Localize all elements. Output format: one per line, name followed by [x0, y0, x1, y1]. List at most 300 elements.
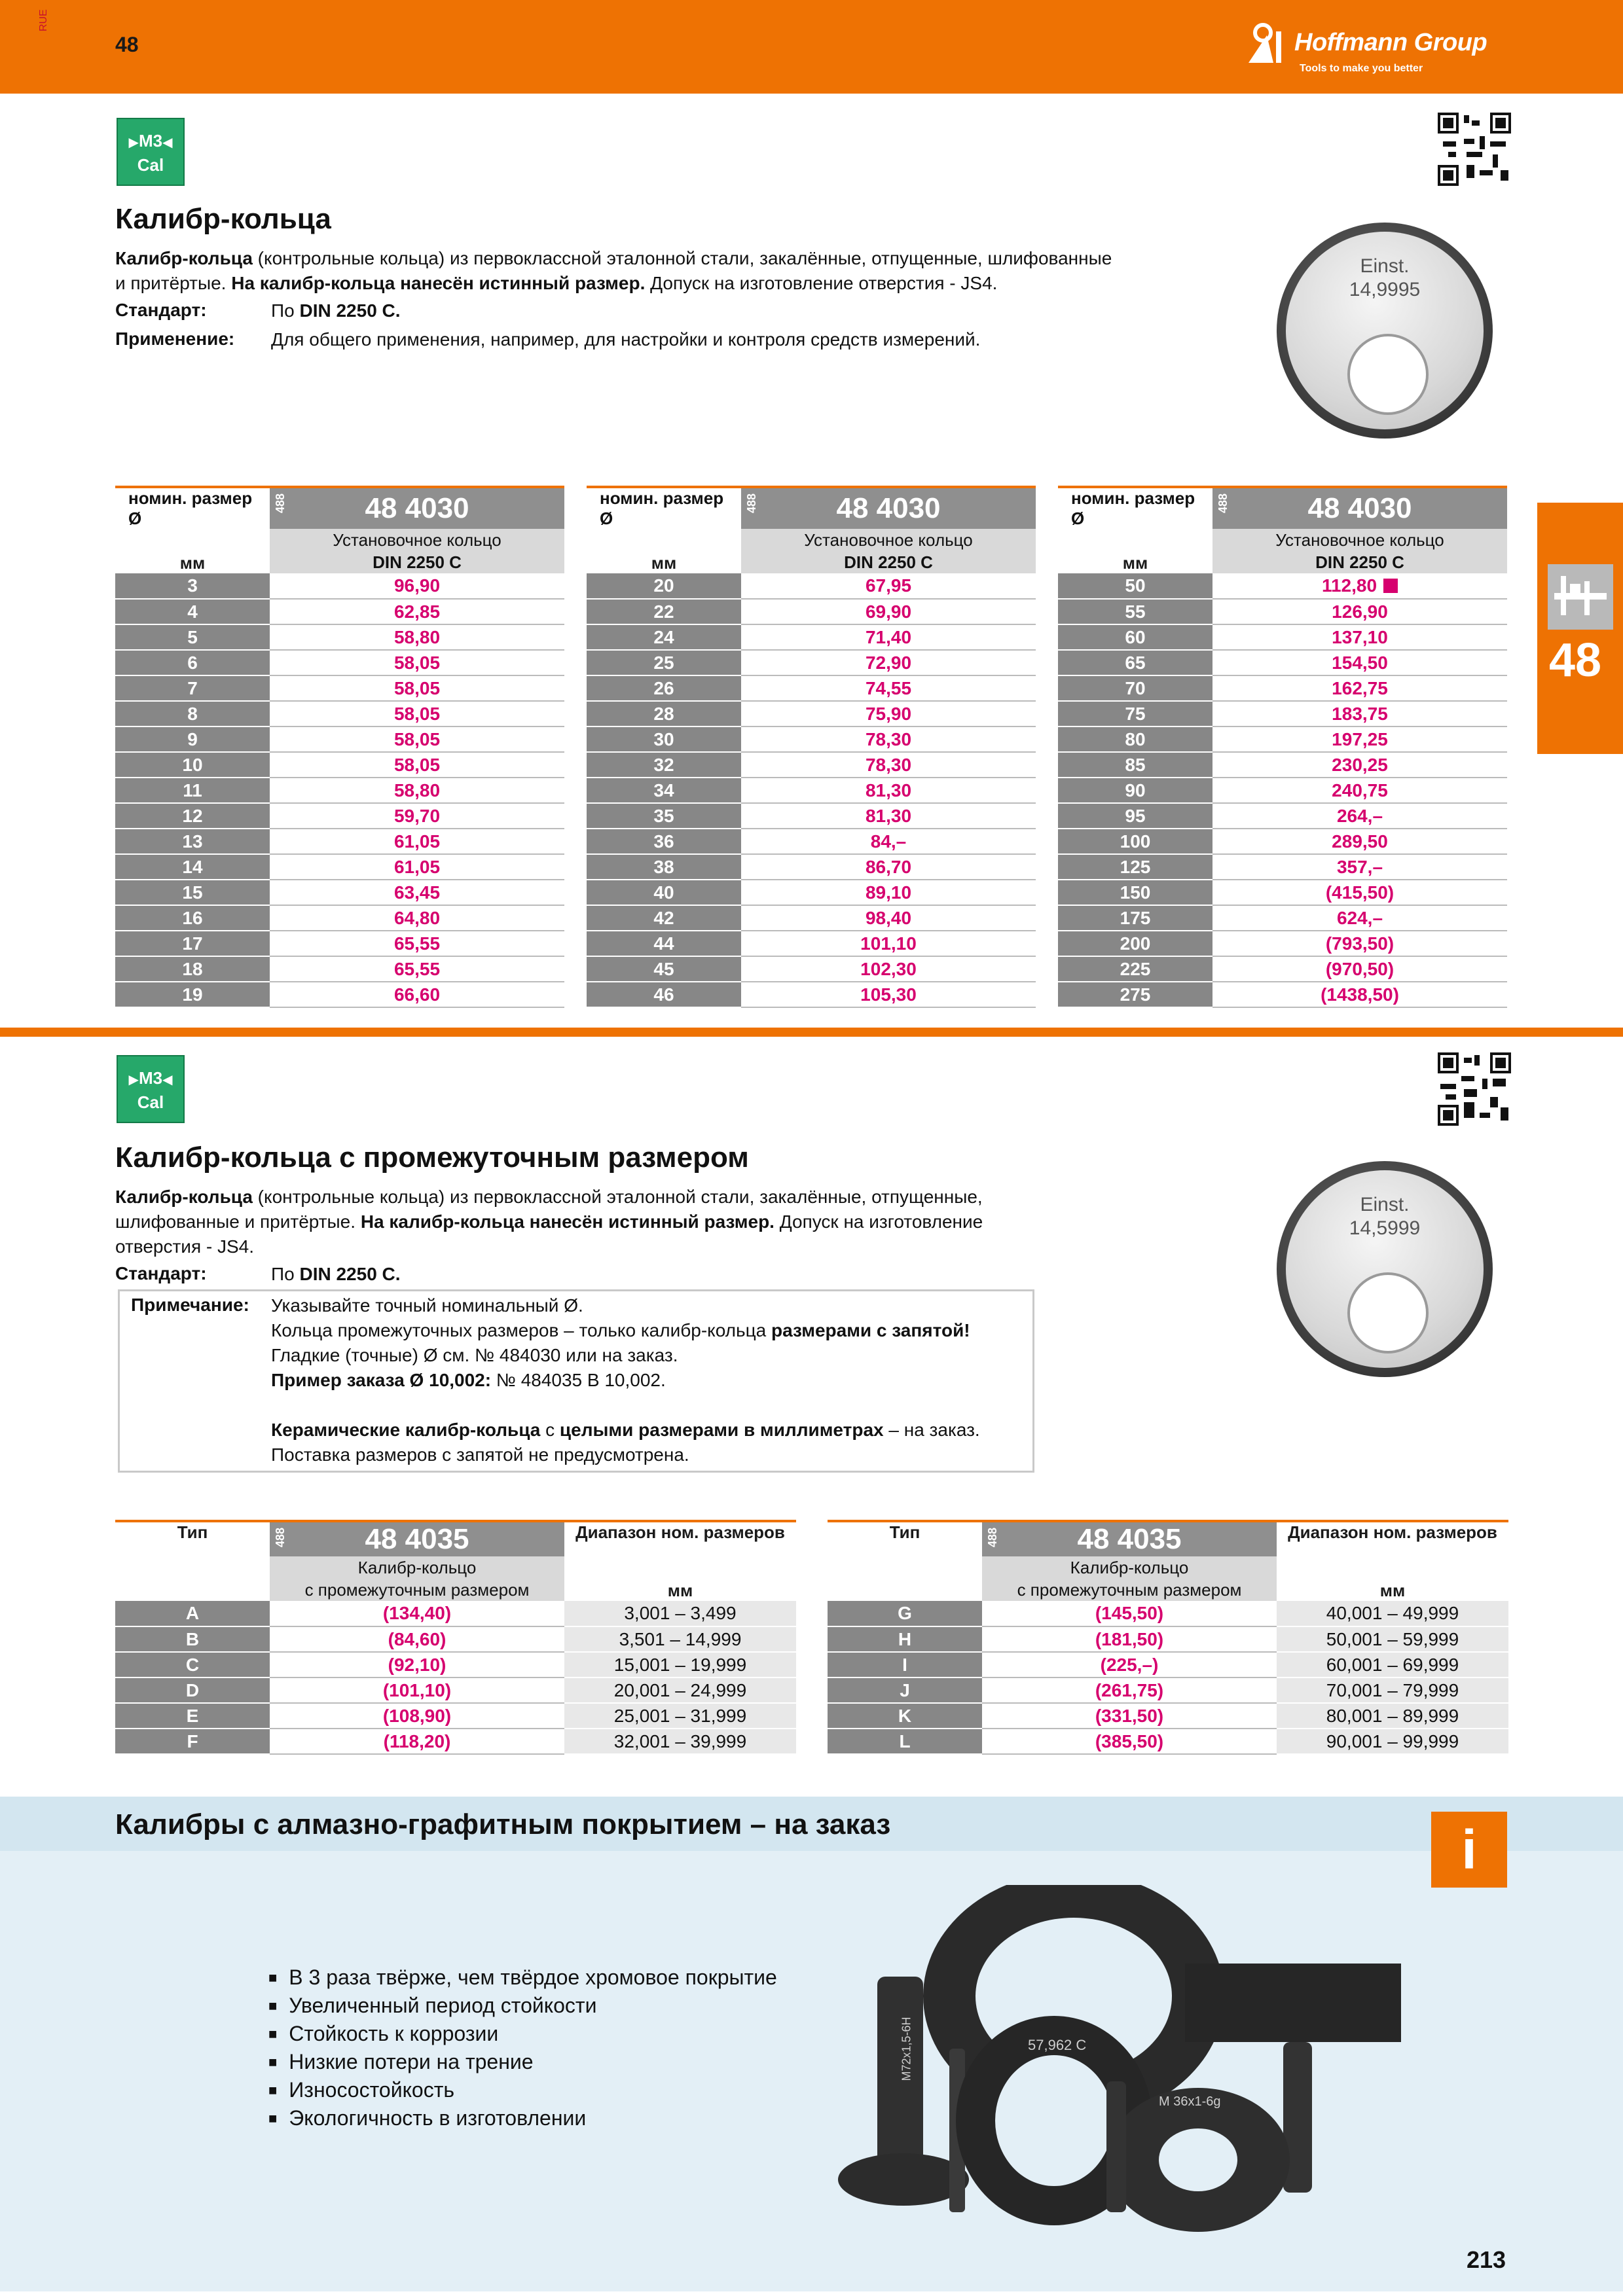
type-cell: B: [115, 1626, 270, 1652]
table-row: [587, 778, 1036, 803]
size-cell: 13: [115, 829, 270, 854]
size-cell: 60: [1058, 624, 1213, 650]
table-row: [1058, 982, 1507, 1007]
price-value: 67,95: [865, 575, 912, 596]
price-value: 58,80: [393, 626, 441, 647]
table-row: [587, 854, 1036, 880]
type-cell: E: [115, 1703, 270, 1729]
logo-mark-icon: [1247, 22, 1293, 64]
price-cell: [741, 829, 1036, 854]
size-cell: 225: [1058, 956, 1213, 982]
price-value: (970,50): [1325, 958, 1395, 979]
product-description: [982, 1556, 1277, 1601]
section3-title: Калибры с алмазно-графитным покрытием – на заказ: [115, 1808, 891, 1840]
price-value: (415,50): [1325, 882, 1395, 903]
table-row: [1058, 803, 1507, 829]
table-row: [115, 701, 564, 726]
price-cell: (101,10): [270, 1677, 564, 1703]
price-value: 71,40: [865, 626, 912, 647]
size-cell: 25: [587, 650, 741, 675]
range-cell: 3,501 – 14,999: [564, 1626, 796, 1652]
price-value: 66,60: [393, 984, 441, 1005]
qr-code-icon-2: [1438, 1052, 1511, 1126]
price-value: 137,10: [1332, 626, 1388, 647]
size-cell: 12: [115, 803, 270, 829]
price-value: 63,45: [393, 882, 441, 903]
price-cell: (84,60): [270, 1626, 564, 1652]
size-cell: 34: [587, 778, 741, 803]
size-cell: 275: [1058, 982, 1213, 1007]
type-cell: K: [828, 1703, 982, 1729]
table-row: [115, 1626, 796, 1652]
section1-description: Калибр-кольца (контрольные кольца) из первоклассной эталонной стали, закалённые, отпущенные, шлифованные и притёртые. На калибр-кольца нанесён истинный размер. Допуск на изготовление отверстия - JS4.: [115, 248, 1112, 293]
price-cell: [1213, 854, 1507, 880]
price-value: (1438,50): [1321, 984, 1399, 1005]
table-row: [115, 880, 564, 905]
table-row: [587, 829, 1036, 854]
photo-label: M 36x1-6g: [1159, 2094, 1221, 2109]
table-row: [1058, 880, 1507, 905]
price-cell: [270, 880, 564, 905]
price-cell: [741, 675, 1036, 701]
type-cell: J: [828, 1677, 982, 1703]
table-row: [115, 854, 564, 880]
new-item-marker-icon: [1383, 579, 1398, 593]
size-cell: 8: [115, 701, 270, 726]
price-cell: (134,40): [270, 1601, 564, 1626]
price-cell: [1213, 752, 1507, 778]
product-description-line1: Установочное кольцо: [1275, 530, 1444, 550]
size-cell: 175: [1058, 905, 1213, 931]
price-cell: [1213, 701, 1507, 726]
price-value: 59,70: [393, 805, 441, 826]
product-description-line2: DIN 2250 C: [844, 552, 933, 572]
price-cell: [1213, 650, 1507, 675]
size-cell: 90: [1058, 778, 1213, 803]
price-cell: [741, 752, 1036, 778]
range-cell: 60,001 – 69,999: [1277, 1652, 1508, 1677]
price-cell: (118,20): [270, 1729, 564, 1754]
section2-title: Калибр-кольца с промежуточным размером: [115, 1141, 749, 1174]
size-cell: 17: [115, 931, 270, 956]
price-value: 78,30: [865, 728, 912, 749]
size-cell: 65: [1058, 650, 1213, 675]
table-row: [587, 956, 1036, 982]
type-cell: D: [115, 1677, 270, 1703]
price-cell: [741, 701, 1036, 726]
size-cell: 95: [1058, 803, 1213, 829]
size-cell: 30: [587, 726, 741, 752]
price-value: 58,05: [393, 728, 441, 749]
unit-label: мм: [651, 553, 677, 573]
price-value: 72,90: [865, 652, 912, 673]
table-row: [828, 1626, 1508, 1652]
product-description-line1: Установочное кольцо: [804, 530, 973, 550]
size-cell: 18: [115, 956, 270, 982]
product-description: [270, 1556, 564, 1601]
catalog-code: RUE: [38, 9, 49, 31]
table-row: [1058, 854, 1507, 880]
table-row: [1058, 778, 1507, 803]
size-cell: 125: [1058, 854, 1213, 880]
size-cell: 32: [587, 752, 741, 778]
article-number: [982, 1522, 1277, 1556]
price-value: 624,–: [1336, 907, 1383, 928]
range-cell: 32,001 – 39,999: [564, 1729, 796, 1754]
standard-value-2: По DIN 2250 C.: [271, 1264, 401, 1284]
chapter-number: 48: [115, 33, 139, 56]
range-cell: 40,001 – 49,999: [1277, 1601, 1508, 1626]
table-row: [115, 1729, 796, 1754]
price-cell: [741, 624, 1036, 650]
table-row: [115, 675, 564, 701]
table-row: [587, 573, 1036, 599]
range-cell: 90,001 – 99,999: [1277, 1729, 1508, 1754]
section1-title: Калибр-кольца: [115, 203, 331, 235]
product-description-line2: с промежуточным размером: [1017, 1580, 1242, 1600]
table-row: [587, 905, 1036, 931]
type-cell: L: [828, 1729, 982, 1754]
product-description-line2: DIN 2250 C: [1315, 552, 1404, 572]
table-row: [1058, 650, 1507, 675]
size-column-header: номин. размер Ø: [1071, 488, 1195, 528]
caliper-icon: [1548, 564, 1613, 630]
unit-label: мм: [1379, 1581, 1406, 1600]
size-cell: 38: [587, 854, 741, 880]
size-cell: 19: [115, 982, 270, 1007]
table-row: [115, 1652, 796, 1677]
size-cell: 6: [115, 650, 270, 675]
table-row: [115, 956, 564, 982]
price-cell: (145,50): [982, 1601, 1277, 1626]
type-cell: F: [115, 1729, 270, 1754]
photo-label: M72x1,5-6H: [900, 2017, 913, 2081]
application-label: Применение:: [115, 329, 235, 349]
table-row: [115, 829, 564, 854]
table-row: [828, 1729, 1508, 1754]
size-cell: 11: [115, 778, 270, 803]
price-value: 61,05: [393, 856, 441, 877]
size-cell: 15: [115, 880, 270, 905]
table-row: [115, 573, 564, 599]
price-cell: [1213, 624, 1507, 650]
size-cell: 16: [115, 905, 270, 931]
price-cell: [1213, 931, 1507, 956]
price-cell: (225,–): [982, 1652, 1277, 1677]
size-cell: 20: [587, 573, 741, 599]
price-cell: (385,50): [982, 1729, 1277, 1754]
size-cell: 150: [1058, 880, 1213, 905]
size-cell: 26: [587, 675, 741, 701]
range-column-header: Диапазон ном. размеров: [575, 1522, 785, 1542]
note-label: Примечание:: [131, 1295, 249, 1315]
price-cell: [1213, 599, 1507, 624]
size-cell: 9: [115, 726, 270, 752]
table-row: [587, 880, 1036, 905]
price-value: 65,55: [393, 958, 441, 979]
size-cell: 10: [115, 752, 270, 778]
price-value: 62,85: [393, 601, 441, 622]
list-item: ■ Увеличенный период стойкости: [268, 1992, 777, 2020]
list-item: ■ Экологичность в изготовлении: [268, 2104, 777, 2132]
table-row: [828, 1652, 1508, 1677]
catalog-code-small: 488: [274, 1528, 287, 1548]
table-row: [1058, 675, 1507, 701]
table-row: [587, 675, 1036, 701]
price-table: [587, 488, 1036, 1008]
list-item: ■ Износостойкость: [268, 2076, 777, 2104]
price-cell: [741, 956, 1036, 982]
price-value: 58,05: [393, 754, 441, 775]
size-column-header: номин. размер Ø: [600, 488, 724, 528]
price-cell: (261,75): [982, 1677, 1277, 1703]
size-cell: 14: [115, 854, 270, 880]
article-number-text: 48 4030: [1307, 492, 1412, 524]
table-row: [587, 599, 1036, 624]
table-row: [1058, 752, 1507, 778]
section2-description: Калибр-кольца (контрольные кольца) из первоклассной эталонной стали, закалённые, отпущенные, шлифованные и притёртые. На калибр-кольца нанесён истинный размер. Допуск на изготовление отверстия - JS4.: [115, 1187, 983, 1257]
table-row: [1058, 701, 1507, 726]
product-description: [1213, 529, 1507, 573]
price-value: 58,05: [393, 652, 441, 673]
table-row: [115, 726, 564, 752]
table-row: [1058, 829, 1507, 854]
price-value: 230,25: [1332, 754, 1388, 775]
feature-list: [268, 1964, 777, 2132]
list-item: ■ В 3 раза твёрже, чем твёрдое хромовое покрытие: [268, 1964, 777, 1992]
price-cell: [270, 829, 564, 854]
size-cell: 40: [587, 880, 741, 905]
size-cell: 45: [587, 956, 741, 982]
price-value: 58,80: [393, 780, 441, 800]
price-value: 78,30: [865, 754, 912, 775]
price-cell: [270, 854, 564, 880]
table-row: [1058, 931, 1507, 956]
size-cell: 35: [587, 803, 741, 829]
price-value: 84,–: [870, 831, 907, 852]
price-cell: [741, 650, 1036, 675]
table-row: [115, 624, 564, 650]
price-cell: (331,50): [982, 1703, 1277, 1729]
range-column-header: Диапазон ном. размеров: [1288, 1522, 1497, 1542]
price-cell: [270, 905, 564, 931]
price-cell: [1213, 956, 1507, 982]
price-cell: [1213, 803, 1507, 829]
qr-code-icon: [1438, 113, 1511, 186]
size-cell: 42: [587, 905, 741, 931]
price-cell: [741, 931, 1036, 956]
price-cell: [741, 599, 1036, 624]
size-cell: 70: [1058, 675, 1213, 701]
application-value: Для общего применения, например, для настройки и контроля средств измерений.: [271, 329, 981, 350]
page-number: 213: [1467, 2246, 1506, 2273]
size-cell: 36: [587, 829, 741, 854]
range-cell: 3,001 – 3,499: [564, 1601, 796, 1626]
table-row: [587, 752, 1036, 778]
size-cell: 4: [115, 599, 270, 624]
table-row: [587, 650, 1036, 675]
catalog-code-small: 488: [1216, 493, 1230, 514]
price-cell: [270, 624, 564, 650]
price-value: 240,75: [1332, 780, 1388, 800]
logo-text: Hoffmann Group: [1294, 29, 1487, 56]
unit-label: мм: [667, 1581, 693, 1600]
price-cell: (181,50): [982, 1626, 1277, 1652]
table-row: [1058, 905, 1507, 931]
table-row: [115, 1677, 796, 1703]
price-value: 289,50: [1332, 831, 1388, 852]
price-cell: [270, 752, 564, 778]
product-description-line1: Установочное кольцо: [333, 530, 501, 550]
price-cell: [270, 675, 564, 701]
price-cell: [741, 726, 1036, 752]
product-description-line2: DIN 2250 C: [373, 552, 462, 572]
gauge-ring-photo-2: Einst. 14,5999: [1277, 1161, 1493, 1377]
size-cell: 85: [1058, 752, 1213, 778]
table-row: [115, 778, 564, 803]
type-cell: G: [828, 1601, 982, 1626]
price-value: 154,50: [1332, 652, 1388, 673]
section-divider: [0, 1028, 1623, 1037]
price-value: 74,55: [865, 677, 912, 698]
table-row: [587, 803, 1036, 829]
list-item: ■ Стойкость к коррозии: [268, 2020, 777, 2048]
price-value: 102,30: [860, 958, 917, 979]
coated-gauges-photo: [831, 1885, 1421, 2251]
table-row: [587, 624, 1036, 650]
price-cell: [741, 905, 1036, 931]
product-description: [741, 529, 1036, 573]
size-cell: 44: [587, 931, 741, 956]
type-cell: I: [828, 1652, 982, 1677]
range-cell: 25,001 – 31,999: [564, 1703, 796, 1729]
note-text: Указывайте точный номинальный Ø. Кольца промежуточных размеров – только калибр-кольца размерами с запятой! Гладкие (точные) Ø см. № 484030 или на заказ. Пример заказа Ø 10,002: № 484035 В 10,002. Керамические калибр-кольца с целыми размерами в миллиметрах – на заказ. Поставка размеров с запятой не предусмотрена.: [271, 1295, 980, 1465]
size-cell: 80: [1058, 726, 1213, 752]
info-icon: i: [1431, 1812, 1507, 1888]
table-row: [1058, 573, 1507, 599]
type-cell: C: [115, 1652, 270, 1677]
price-value: 112,80: [1321, 575, 1377, 596]
price-value: 264,–: [1336, 805, 1383, 826]
price-cell: [1213, 905, 1507, 931]
price-value: 96,90: [393, 575, 441, 596]
table-row: [115, 803, 564, 829]
price-cell: [1213, 573, 1507, 599]
gauge-ring-photo: Einst. 14,9995: [1277, 223, 1493, 439]
unit-label: мм: [179, 553, 206, 573]
price-cell: [1213, 778, 1507, 803]
price-cell: [270, 803, 564, 829]
price-cell: [1213, 982, 1507, 1007]
unit-label: мм: [1122, 553, 1148, 573]
price-value: 58,05: [393, 703, 441, 724]
table-row: [1058, 624, 1507, 650]
table-row: [115, 650, 564, 675]
article-number: [270, 1522, 564, 1556]
article-number-text: 48 4035: [1077, 1523, 1182, 1555]
standard-label: Стандарт:: [115, 300, 207, 320]
price-value: 89,10: [865, 882, 912, 903]
price-cell: [270, 573, 564, 599]
price-cell: [1213, 726, 1507, 752]
size-cell: 46: [587, 982, 741, 1007]
price-value: 105,30: [860, 984, 917, 1005]
price-cell: (92,10): [270, 1652, 564, 1677]
size-cell: 100: [1058, 829, 1213, 854]
price-cell: [270, 701, 564, 726]
range-cell: 20,001 – 24,999: [564, 1677, 796, 1703]
size-cell: 7: [115, 675, 270, 701]
price-value: 162,75: [1332, 677, 1388, 698]
photo-label: 57,962 C: [1028, 2037, 1087, 2053]
intermediate-size-table: [828, 1522, 1508, 1755]
price-cell: [741, 880, 1036, 905]
price-value: 98,40: [865, 907, 912, 928]
range-cell: 70,001 – 79,999: [1277, 1677, 1508, 1703]
table-row: [115, 752, 564, 778]
price-value: 58,05: [393, 677, 441, 698]
table-row: [1058, 956, 1507, 982]
table-row: [115, 1601, 796, 1626]
price-table: [1058, 488, 1507, 1008]
product-description-line1: Калибр-кольцо: [1070, 1558, 1189, 1577]
price-cell: [270, 599, 564, 624]
table-row: [828, 1601, 1508, 1626]
logo-tagline: Tools to make you better: [1300, 63, 1423, 74]
price-value: 126,90: [1332, 601, 1388, 622]
size-cell: 55: [1058, 599, 1213, 624]
price-value: 86,70: [865, 856, 912, 877]
type-cell: A: [115, 1601, 270, 1626]
table-row: [587, 931, 1036, 956]
table-row: [115, 982, 564, 1007]
price-value: (793,50): [1325, 933, 1395, 954]
price-value: 65,55: [393, 933, 441, 954]
range-cell: 80,001 – 89,999: [1277, 1703, 1508, 1729]
article-number: [741, 488, 1036, 529]
size-cell: 75: [1058, 701, 1213, 726]
price-cell: [270, 778, 564, 803]
size-cell: 3: [115, 573, 270, 599]
table-row: [115, 1703, 796, 1729]
price-cell: [270, 650, 564, 675]
price-cell: [741, 778, 1036, 803]
product-description-line2: с промежуточным размером: [304, 1580, 530, 1600]
type-cell: H: [828, 1626, 982, 1652]
size-cell: 28: [587, 701, 741, 726]
article-number-text: 48 4035: [365, 1523, 469, 1555]
table-row: [587, 726, 1036, 752]
table-row: [115, 931, 564, 956]
price-cell: [1213, 829, 1507, 854]
size-cell: 50: [1058, 573, 1213, 599]
catalog-code-small: 488: [745, 493, 758, 514]
article-number-text: 48 4030: [836, 492, 941, 524]
price-value: 357,–: [1336, 856, 1383, 877]
price-value: 61,05: [393, 831, 441, 852]
price-cell: [270, 982, 564, 1007]
catalog-code-small: 488: [274, 493, 287, 514]
list-item: ■ Низкие потери на трение: [268, 2048, 777, 2076]
catalog-code-small: 488: [986, 1528, 999, 1548]
size-cell: 200: [1058, 931, 1213, 956]
size-column-header: номин. размер Ø: [128, 488, 253, 528]
price-value: 81,30: [865, 805, 912, 826]
table-row: [1058, 599, 1507, 624]
price-cell: [741, 803, 1036, 829]
price-cell: [270, 956, 564, 982]
table-row: [115, 599, 564, 624]
